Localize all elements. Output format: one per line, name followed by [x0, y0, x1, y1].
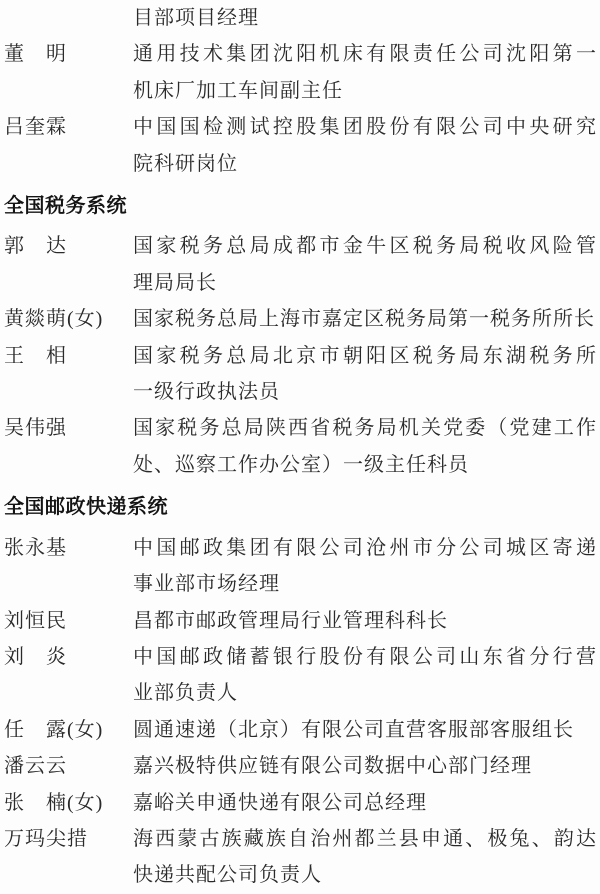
position-line: 机床厂加工车间副主任 [133, 79, 343, 102]
entry-name: 吴伟强 [4, 417, 67, 440]
entry-position [133, 748, 597, 784]
entry-position [133, 410, 597, 483]
position-line: 一级行政执法员 [133, 381, 280, 404]
entry-position [133, 712, 597, 748]
section-header: 全国邮政快递系统 [4, 496, 168, 519]
position-line: 昌都市邮政管理局行业管理科科长 [133, 609, 448, 632]
position-line: 中国国检测试控股集团股份有限公司中央研究 [133, 116, 597, 139]
section [0, 489, 600, 893]
entry-position [133, 785, 597, 821]
entry-name: 潘云云 [4, 755, 67, 778]
section [0, 188, 600, 483]
position-line: 海西蒙古族藏族自治州都兰县申通、极兔、韵达 [133, 827, 597, 850]
entry-row [0, 0, 600, 36]
entry-row [0, 821, 600, 894]
position-line: 国家税务总局北京市朝阳区税务局东湖税务所 [133, 344, 597, 367]
entry-position [133, 821, 597, 894]
entry-position [133, 109, 597, 182]
position-line: 国家税务总局成都市金牛区税务局税收风险管 [133, 235, 597, 258]
position-line: 圆通速递（北京）有限公司直营客服部客服组长 [133, 718, 574, 741]
entry-position [133, 228, 597, 301]
position-line: 目部项目经理 [133, 7, 259, 29]
entry-row [0, 410, 600, 483]
position-line: 嘉峪关申通快递有限公司总经理 [133, 791, 427, 814]
position-line: 业部负责人 [133, 682, 238, 705]
position-line: 快递共配公司负责人 [133, 864, 322, 887]
entry-row [0, 109, 600, 182]
entry-name: 董 明 [4, 43, 67, 66]
section-header: 全国税务系统 [4, 195, 127, 218]
entry-row [0, 530, 600, 603]
entry-position [133, 603, 597, 639]
position-line: 通用技术集团沈阳机床有限责任公司沈阳第一 [133, 43, 597, 66]
entry-row [0, 748, 600, 784]
entry-position [133, 0, 597, 36]
entry-name: 吕奎霖 [4, 116, 67, 139]
entry-name: 郭 达 [4, 235, 67, 258]
entry-position [133, 530, 597, 603]
entry-row [0, 301, 600, 337]
position-line: 院科研岗位 [133, 152, 238, 175]
position-line: 中国邮政集团有限公司沧州市分公司城区寄递 [133, 536, 597, 559]
entry-name: 张 楠(女) [4, 791, 104, 814]
position-line: 国家税务总局陕西省税务局机关党委（党建工作 [133, 417, 597, 440]
entry-position [133, 338, 597, 411]
entry-row [0, 712, 600, 748]
entry-row [0, 338, 600, 411]
entry-name: 刘恒民 [4, 609, 67, 632]
entry-name: 张永基 [4, 536, 67, 559]
entry-row [0, 785, 600, 821]
entry-position [133, 639, 597, 712]
entry-row [0, 36, 600, 109]
position-line: 事业部市场经理 [133, 573, 280, 596]
position-line: 处、巡察工作办公室）一级主任科员 [133, 453, 469, 476]
entry-row [0, 603, 600, 639]
position-line: 中国邮政储蓄银行股份有限公司山东省分行营 [133, 645, 597, 668]
entry-name: 任 露(女) [4, 718, 104, 741]
entry-name: 刘 炎 [4, 645, 67, 668]
position-line: 嘉兴极特供应链有限公司数据中心部门经理 [133, 755, 532, 778]
entry-position [133, 36, 597, 109]
entry-name: 万玛尖措 [4, 827, 88, 850]
entry-name: 王 相 [4, 344, 67, 367]
entry-name: 黄燚萌(女) [4, 308, 104, 331]
position-line: 理局局长 [133, 271, 217, 294]
entry-row [0, 639, 600, 712]
entry-position [133, 301, 597, 337]
position-line: 国家税务总局上海市嘉定区税务局第一税务所所长 [133, 308, 595, 331]
section [0, 0, 600, 182]
entry-row [0, 228, 600, 301]
